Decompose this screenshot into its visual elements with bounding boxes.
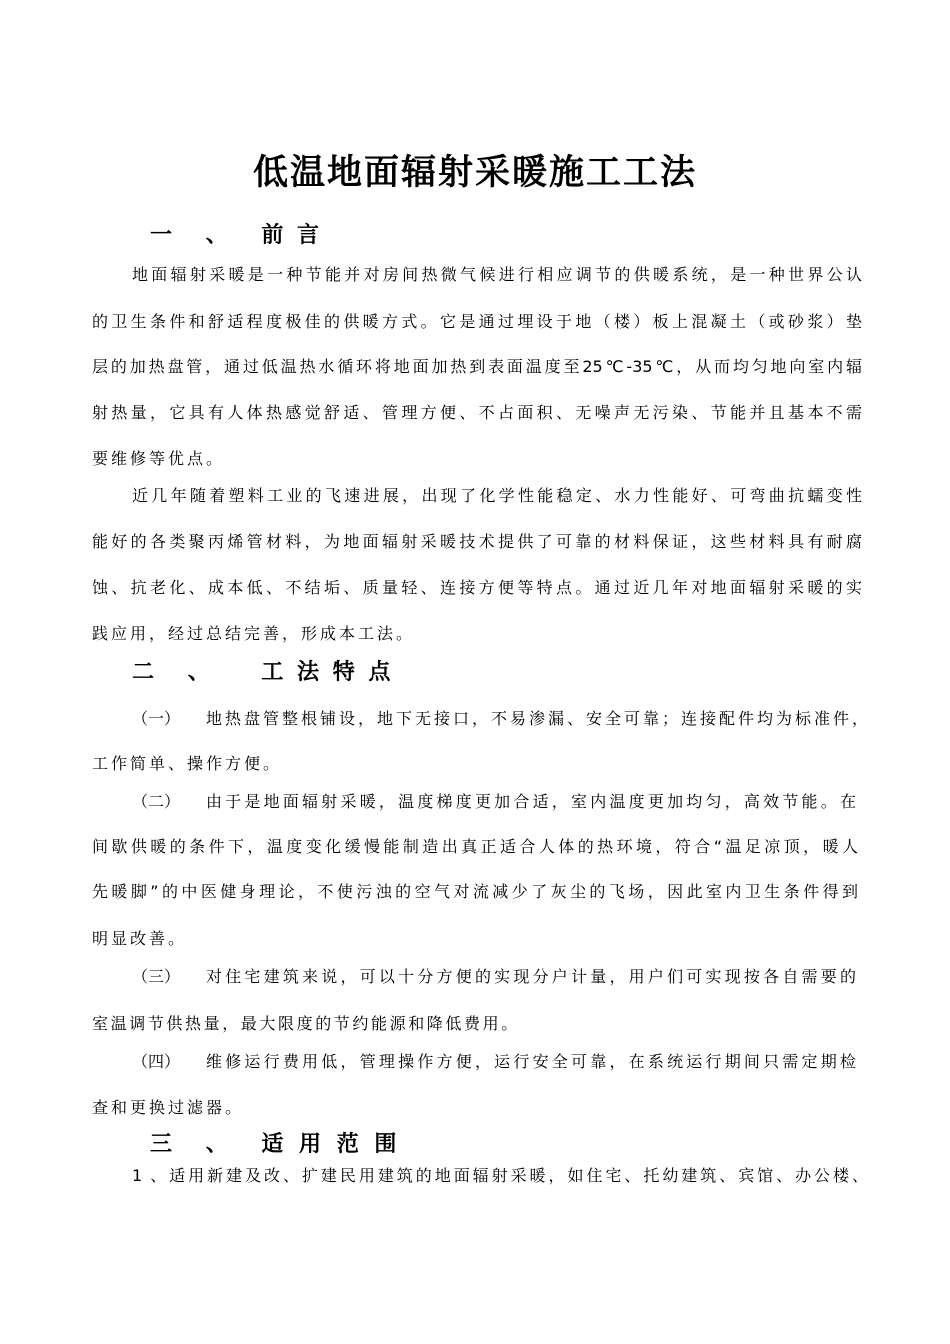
section-separator: 、	[205, 1132, 228, 1157]
paragraph-line: 地面辐射采暖是一种节能并对房间热微气候进行相应调节的供暖系统，是一种世界公认	[132, 265, 862, 284]
section-heading-2	[132, 658, 390, 688]
item-text: 对住宅建筑来说，可以十分方便的实现分户计量，用户们可实现按各自需要的	[206, 967, 856, 986]
paragraph-line: 射热量，它具有人体热感觉舒适、管理方便、不占面积、无噪声无污染、节能并且基本不需	[92, 403, 862, 422]
section-heading-3	[150, 1130, 396, 1160]
paragraph-line: 工作简单、操作方便。	[92, 754, 283, 773]
section-title: 前 言	[261, 223, 320, 248]
paragraph-line: 的卫生条件和舒适程度极佳的供暖方式。它是通过埋设于地（楼）板上混凝土（或砂浆）垫	[92, 312, 862, 331]
paragraph-line: 要维修等优点。	[92, 449, 226, 468]
paragraph-line: 明显改善。	[92, 929, 188, 948]
section-separator: 、	[187, 660, 210, 685]
item-label: （一）	[132, 709, 181, 728]
item-label: （三）	[132, 967, 181, 986]
section-number: 三	[150, 1132, 173, 1157]
paragraph-line: 层的加热盘管，通过低温热水循环将地面加热到表面温度至25℃-35℃，从而均匀地向室内辐	[92, 357, 862, 376]
item-text: 由于是地面辐射采暖，温度梯度更加合适，室内温度更加均匀，高效节能。在	[206, 792, 856, 811]
paragraph-line: 查和更换过滤器。	[92, 1098, 245, 1117]
item-text: 地热盘管整根铺设，地下无接口，不易渗漏、安全可靠；连接配件均为标准件，	[206, 709, 868, 728]
section-title: 适 用 范 围	[261, 1132, 397, 1157]
paragraph-line: 蚀、抗老化、成本低、不结垢、质量轻、连接方便等特点。通过近几年对地面辐射采暖的实	[92, 578, 862, 597]
paragraph-line: 间歇供暖的条件下，温度变化缓慢能制造出真正适合人体的热环境，符合“温足凉顶，暖人	[92, 837, 858, 856]
section-title: 工 法 特 点	[261, 660, 391, 685]
item-text: 维修运行费用低，管理操作方便，运行安全可靠，在系统运行期间只需定期检	[206, 1052, 856, 1071]
section-separator: 、	[205, 223, 228, 248]
document-title: 低温地面辐射采暖施工工法	[252, 153, 697, 193]
paragraph-line: 能好的各类聚丙烯管材料，为地面辐射采暖技术提供了可靠的材料保证，这些材料具有耐腐	[92, 532, 862, 551]
item-label: （二）	[132, 792, 181, 811]
section-number: 二	[132, 660, 155, 685]
section-number: 一	[150, 223, 173, 248]
paragraph-line: 践应用，经过总结完善，形成本工法。	[92, 624, 416, 643]
paragraph-line: 室温调节供热量，最大限度的节约能源和降低费用。	[92, 1014, 520, 1033]
section-heading-1	[150, 221, 319, 251]
paragraph-line: 1 、适用新建及改、扩建民用建筑的地面辐射采暖，如住宅、托幼建筑、宾馆、办公楼、	[132, 1166, 868, 1185]
paragraph-line: 近几年随着塑料工业的飞速进展，出现了化学性能稳定、水力性能好、可弯曲抗蠕变性	[132, 486, 862, 505]
paragraph-line: 先暖脚”的中医健身理论，不使污浊的空气对流减少了灰尘的飞场，因此室内卫生条件得到	[92, 882, 858, 901]
item-label: （四）	[132, 1052, 181, 1071]
